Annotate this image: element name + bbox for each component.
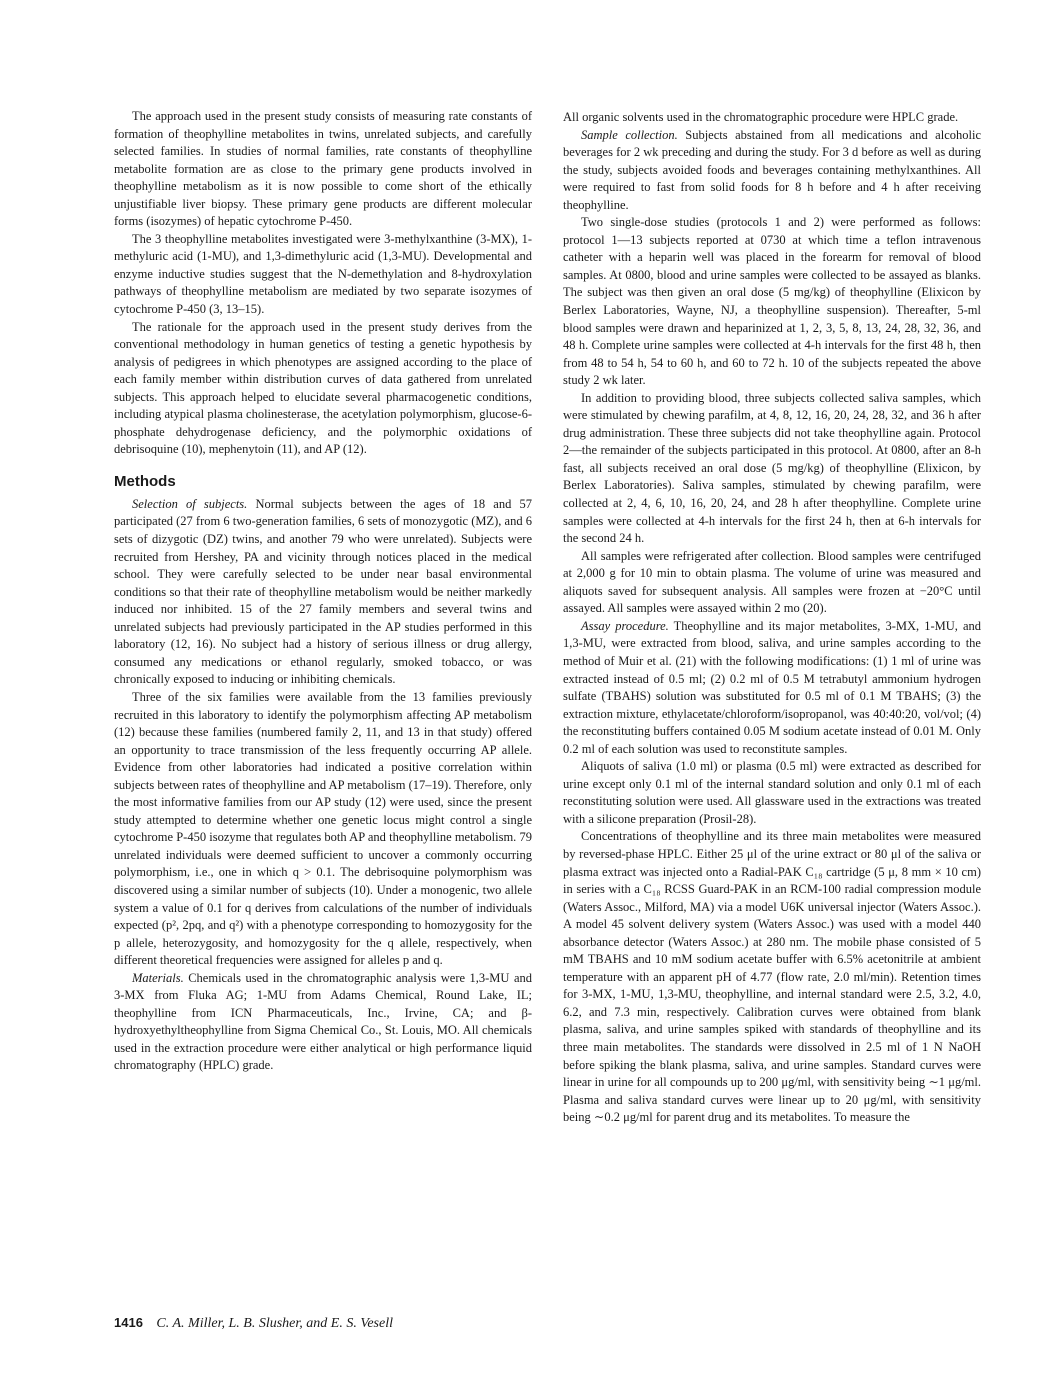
sample-collection-lead: Sample collection. <box>581 127 678 142</box>
intro-paragraph-3: The rationale for the approach used in the present study derives from the conventional methodology in human genetics of testing a genetic hypothesis by analysis of pedigrees in which phenotypes are assigned according to the place of each family member within distribution curves of data gathered from unrelated subjects. This approach helped to elucidate several pharmacogenetic conditions, including atypical plasma cholinesterase, the acetylation polymorphism, glucose-6-phosphate dehydrogenase deficiency, and the polymorphic oxidations of debrisoquine (10), mephenytoin (11), and AP (12). <box>114 319 532 457</box>
assay-procedure-paragraph <box>563 618 981 758</box>
footer-authors: C. A. Miller, L. B. Slusher, and E. S. Vesell <box>156 1316 393 1331</box>
intro-paragraph-1: The approach used in the present study consists of measuring rate constants of formation of theophylline metabolites in twins, unrelated subjects, and carefully selected families. In studies of normal families, rate constants of theophylline metabolite formation are as close to the primary gene products involved in theophylline metabolism as it is now possible to come short of the ethically unjustifiable liver biopsy. These primary gene products are different molecular forms (isozymes) of hepatic cytochrome P-450. <box>114 109 532 229</box>
materials-text: Chemicals used in the chromatographic analysis were 1,3-MU and 3-MX from Fluka AG; 1-MU from Adams Chemical, Round Lake, IL; theophylline from ICN Pharmaceuticals, Inc., Irvine, CA; and β-hydroxyethyltheophylline from Sigma Chemical Co., St. Louis, MO. All chemicals used in the extraction procedure were either analytical or high performance liquid chromatography (HPLC) grade. <box>114 970 532 1073</box>
page-number: 1416 <box>114 1315 143 1330</box>
solvents-paragraph: All organic solvents used in the chromatographic procedure were HPLC grade. <box>563 110 959 124</box>
families-paragraph: Three of the six families were available from the 13 families previously recruited in this laboratory to identify the polymorphism affecting AP metabolism (12) because these families (numbered family 2, 11, and 13 in that study) offered an opportunity to trace transmission of the less frequently occurring AP allele. Evidence from other laboratories had indicated a positive correlation within subjects between rates of theophylline and AP metabolism (17–19). Therefore, only the most informative families from our AP study (12) were used, since the present study attempted to determine whether one genetic locus might control a single cytochrome P-450 isozyme that regulates both AP and theophylline metabolism. 79 unrelated individuals were deemed sufficient to uncover a commonly occurring polymorphism, i.e., one in which q > 0.1. The debrisoquine polymorphism was discovered using a similar number of subjects (10). Under a monogenic, two allele system a value of 0.1 for q derives from calculations of the number of individuals expected (p², 2pq, and q²) with a phenotype corresponding to homozygosity for the p allele, heterozygosity, and homozygosity for the q allele, respectively, when different theoretical frequencies were assigned for alleles p and q. <box>114 689 532 968</box>
selection-of-subjects-paragraph <box>114 496 532 689</box>
assay-procedure-text: Theophylline and its major metabolites, 3-MX, 1-MU, and 1,3-MU, were extracted from blood, saliva, and urine samples according to the method of Muir et al. (21) with the following modifications: (1) 1 ml of urine was extracted instead of 0.5 ml; (2) 0.2 ml of 0.5 M tetrabutyl ammonium hydrogen sulfate (TBAHS) solution was substituted for 0.5 ml of 0.1 M TBAHS; (3) the extraction mixture, ethylacetate/chloroform/isopropanol, was 40:40:20, vol/vol; (4) the reconstituting buffers contained 0.05 M sodium acetate instead of 0.01 M. Only 0.2 ml of each solution was used to reconstitute samples. <box>563 618 981 756</box>
aliquots-paragraph: Aliquots of saliva (1.0 ml) or plasma (0.5 ml) were extracted as described for urine except only 0.1 ml of the internal standard solution and only 0.1 ml of each reconstituting solution were used. All glassware used in the extractions was treated with a silicone preparation (Prosil-28). <box>563 759 981 826</box>
page-footer <box>114 1315 393 1332</box>
assay-procedure-lead: Assay procedure. <box>581 618 669 633</box>
sample-collection-paragraph <box>563 127 981 215</box>
intro-paragraph-2: The 3 theophylline metabolites investigated were 3-methylxanthine (3-MX), 1-methyluric acid (1-MU), and 1,3-dimethyluric acid (1,3-MU). Developmental and enzyme inductive studies suggest that the N-demethylation and 8-hydroxylation pathways of theophylline metabolism are mediated by two separate isozymes of cytochrome P-450 (3, 13–15). <box>114 231 532 317</box>
hplc-paragraph: Concentrations of theophylline and its three main metabolites were measured by reversed-phase HPLC. Either 25 μl of the urine extract or 80 μl of the saliva or plasma extract was injected onto a Radial-PAK C₁₈ cartridge (5 μ, 8 mm × 10 cm) in series with a C₁₈ RCSS Guard-PAK in an RCM-100 radial compression module (Waters Assoc., Milford, MA) via a model U6K universal injector (Waters Assoc.). A model 45 solvent delivery system (Waters Assoc.) was used with a model 440 absorbance detector (Waters Assoc.) at 280 nm. The mobile phase consisted of 5 mM TBAHS and 10 mM sodium acetate buffer with 6.5% acetonitrile at ambient temperature with an apparent pH of 4.77 (flow rate, 2.0 ml/min). Retention times for 3-MX, 1-MU, 1,3-MU, theophylline, and internal standard were 2.5, 3.2, 4.0, 6.2, and 7.3 min, respectively. Calibration curves were obtained from blank plasma, saliva, and urine samples spiked with standards of theophylline and its three main metabolites. The standards were dissolved in 2.5 ml of 1 N NaOH before spiking the blank plasma, saliva, and urine samples. Standard curves were linear in urine for all compounds up to 200 μg/ml, with sensitivity being ∼1 μg/ml. Plasma and saliva standard curves were linear up to 20 μg/ml, with sensitivity being ∼0.2 μg/ml for parent drug and its metabolites. To measure the <box>563 829 981 1125</box>
selection-of-subjects-text: Normal subjects between the ages of 18 and 57 participated (27 from 6 two-generation families, 6 sets of monozygotic (MZ), and 6 sets of dizygotic (DZ) twins, and another 79 who were unrelated). Subjects were recruited from Hershey, PA and vicinity through notices placed in the medical school. They were carefully selected to be under near basal environmental conditions so that their rate of theophylline metabolism would be neither markedly induced nor inhibited. 15 of the 27 family members and several twins and unrelated subjects had previously participated in the AP studies performed in this laboratory (12, 16). No subject had a history of serious illness or drug allergy, consumed any medications or ethanol regularly, smoked tobacco, or was chronically exposed to inducing or inhibiting chemicals. <box>114 496 533 687</box>
methods-heading: Methods <box>114 472 176 490</box>
saliva-paragraph: In addition to providing blood, three subjects collected saliva samples, which were stimulated by chewing parafilm, at 4, 8, 12, 16, 20, 24, 28, 32, and 36 h after drug administration. These three subjects did not take theophylline again. Protocol 2—the remainder of the subjects participated in this protocol. At 0800, after an 8-h fast, all subjects received an oral dose (5 mg/kg) of theophylline (Elixicon, by Berlex Laboratories). Saliva samples, stimulated by chewing parafilm, were collected at 2, 4, 6, 10, 16, 20, 24, and 28 h after theophylline. Complete urine samples were collected at 4-h intervals for the first 24 h, then at 6-h intervals for the second 24 h. <box>563 390 981 546</box>
materials-lead: Materials. <box>132 970 184 985</box>
materials-paragraph <box>114 970 532 1075</box>
protocol-paragraph: Two single-dose studies (protocols 1 and 2) were performed as follows: protocol 1—13 subjects reported at 0730 at which time a teflon intravenous catheter with a heparin well was placed in the forearm for removal of blood samples. At 0800, blood and urine samples were collected to be assayed as blanks. The subject was then given an oral dose (5 mg/kg) of theophylline (Elixicon by Berlex Laboratories, Wayne, NJ, a theophylline suspension). Thereafter, 5-ml blood samples were drawn and heparinized at 1, 2, 3, 5, 8, 13, 24, 28, 32, 36, and 48 h. Complete urine samples were collected at 4-h intervals for the first 48 h, then from 48 to 54 h, 54 to 60 h, and 60 to 72 h. 10 of the subjects repeated the above study 2 wk later. <box>563 215 981 388</box>
storage-paragraph: All samples were refrigerated after collection. Blood samples were centrifuged at 2,000 g for 10 min to obtain plasma. The volume of urine was measured and aliquots saved for subsequent analysis. All samples were frozen at −20°C until assayed. All samples were assayed within 2 mo (20). <box>563 548 981 616</box>
selection-of-subjects-lead: Selection of subjects. <box>132 496 248 511</box>
right-column <box>563 109 981 1127</box>
sample-collection-text: Subjects abstained from all medications and alcoholic beverages for 2 wk preceding and during the study. For 3 d before as well as during the study, subjects avoided foods and beverages containing methylxanthines. All were required to fast from solid foods for 8 h before and 4 h after receiving theophylline. <box>563 127 981 212</box>
left-column <box>114 108 532 1075</box>
